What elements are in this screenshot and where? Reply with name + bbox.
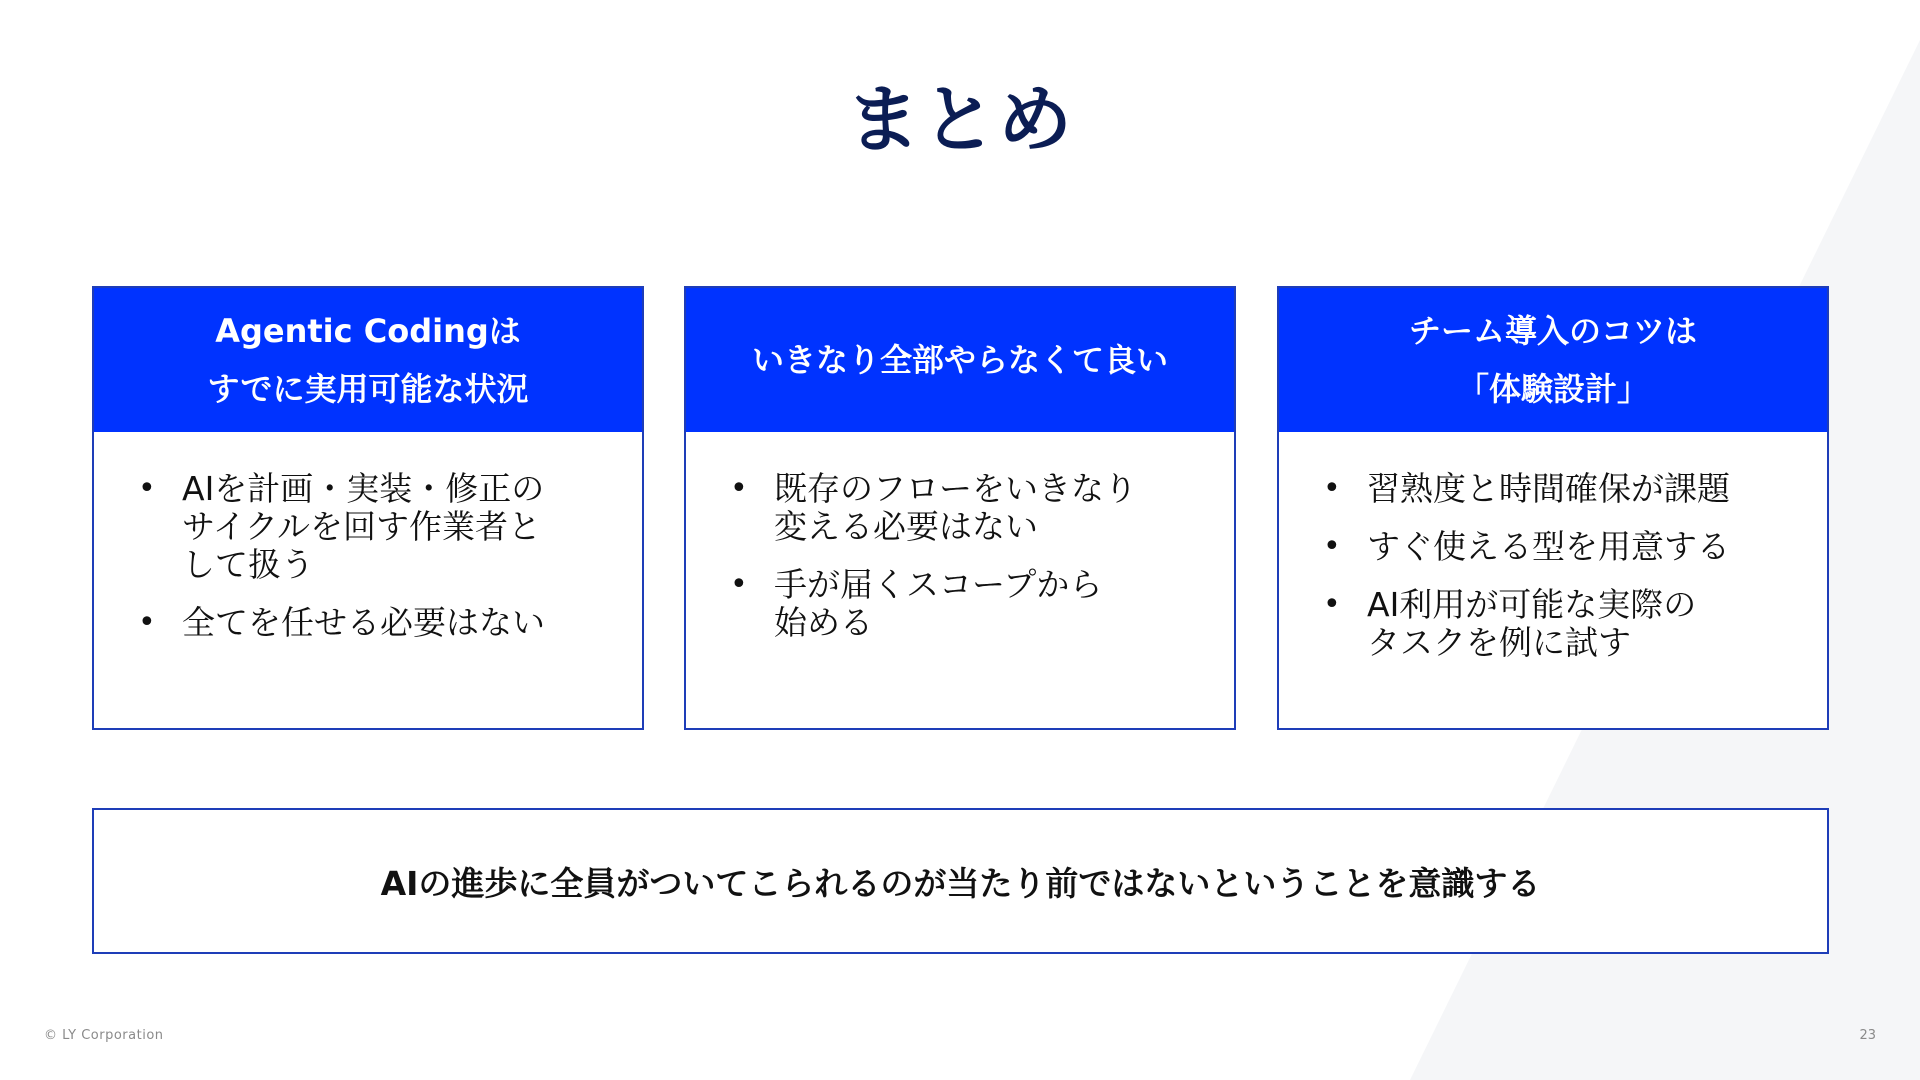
bullet-icon: •	[1323, 529, 1341, 564]
list-item	[728, 566, 1216, 642]
bullet-text: 全てを任せる必要はない	[182, 603, 545, 642]
card-header-line: Agentic Codingは	[215, 312, 521, 350]
bullet-list	[94, 432, 642, 642]
card-team-adoption	[1277, 286, 1829, 730]
copyright-text: © LY Corporation	[44, 1028, 164, 1043]
card-start-small	[684, 286, 1236, 730]
page-number: 23	[1859, 1028, 1876, 1043]
card-agentic-coding	[92, 286, 644, 730]
bullet-text: すぐ使える型を用意する	[1367, 527, 1730, 566]
list-item	[728, 470, 1216, 546]
list-item	[1321, 470, 1809, 508]
card-header-line: すでに実用可能な状況	[207, 370, 529, 408]
list-item	[1321, 528, 1809, 566]
list-item	[136, 604, 624, 642]
card-header-line: いきなり全部やらなくて良い	[751, 341, 1168, 379]
card-header-line: 「体験設計」	[1456, 370, 1649, 408]
bullet-text: 手が届くスコープから 始める	[774, 565, 1103, 642]
card-header	[94, 288, 642, 432]
bullet-text: 既存のフローをいきなり 変える必要はない	[774, 469, 1137, 546]
bullet-text: AI利用が可能な実際の タスクを例に試す	[1367, 585, 1697, 662]
card-header-line: チーム導入のコツは	[1408, 312, 1697, 350]
slide-title: まとめ	[846, 77, 1074, 163]
bullet-icon: •	[138, 605, 156, 640]
card-header	[1279, 288, 1827, 432]
bullet-icon: •	[730, 471, 748, 506]
bullet-text: 習熟度と時間確保が課題	[1367, 469, 1730, 508]
bullet-list	[1279, 432, 1827, 662]
bullet-icon: •	[1323, 587, 1341, 622]
card-header	[686, 288, 1234, 432]
summary-text: AIの進歩に全員がついてこられるのが当たり前ではないということを意識する	[380, 863, 1541, 903]
bullet-icon: •	[1323, 471, 1341, 506]
list-item	[1321, 586, 1809, 662]
summary-box	[92, 808, 1829, 954]
bullet-list	[686, 432, 1234, 642]
bullet-icon: •	[138, 471, 156, 506]
bullet-text: AIを計画・実装・修正の サイクルを回す作業者と して扱う	[182, 469, 545, 584]
bullet-icon: •	[730, 567, 748, 602]
list-item	[136, 470, 624, 584]
